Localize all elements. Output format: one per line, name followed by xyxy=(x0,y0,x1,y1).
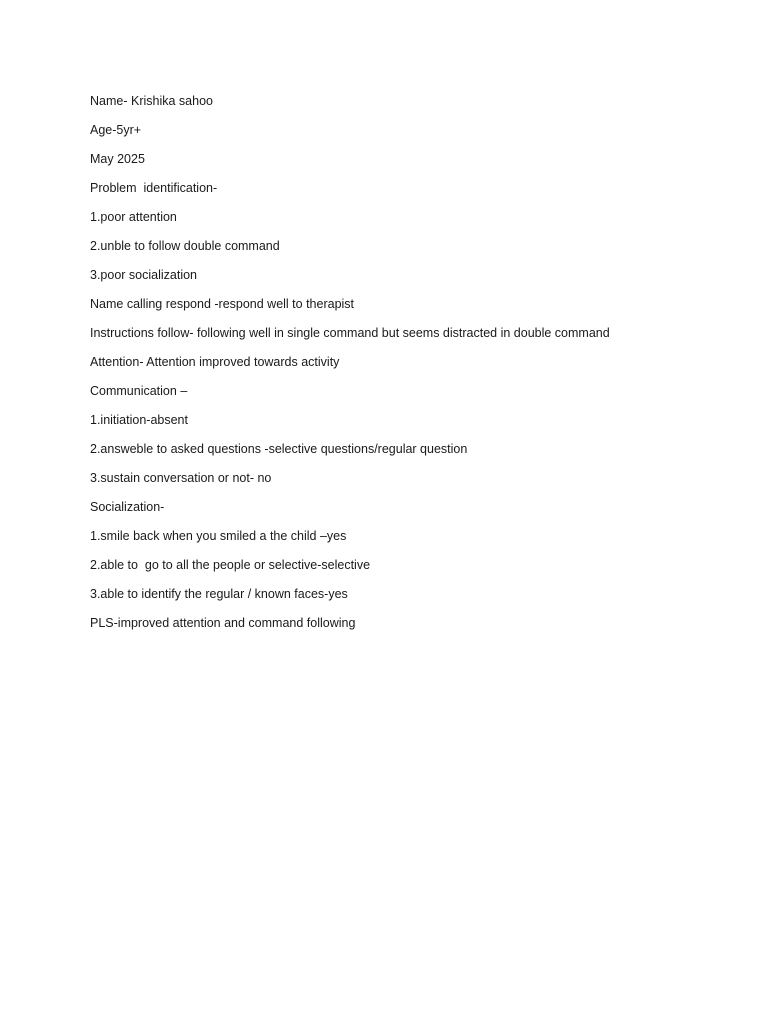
socialization-item-1: 1.smile back when you smiled a the child –yes xyxy=(90,529,347,543)
communication-item-1: 1.initiation-absent xyxy=(90,413,188,427)
problem-item-1: 1.poor attention xyxy=(90,210,177,224)
problem-item-2: 2.unble to follow double command xyxy=(90,239,280,253)
document-body xyxy=(90,93,730,644)
problem-item-3: 3.poor socialization xyxy=(90,268,198,282)
instructions-line: Instructions follow- following well in single command but seems distracted in double command xyxy=(90,326,610,340)
socialization-item-3: 3.able to identify the regular / known faces-yes xyxy=(90,587,348,601)
communication-item-3: 3.sustain conversation or not- no xyxy=(90,471,272,485)
socialization-item-2: 2.able to go to all the people or selective-selective xyxy=(90,558,371,572)
date-line: May 2025 xyxy=(90,152,145,166)
communication-item-2: 2.answeble to asked questions -selective questions/regular question xyxy=(90,442,468,456)
socialization-heading: Socialization- xyxy=(90,500,165,514)
name-calling-line: Name calling respond -respond well to therapist xyxy=(90,297,355,311)
name-line: Name- Krishika sahoo xyxy=(90,94,213,108)
pls-line: PLS-improved attention and command following xyxy=(90,616,356,630)
attention-line: Attention- Attention improved towards activity xyxy=(90,355,340,369)
problem-identification-heading: Problem identification- xyxy=(90,181,218,195)
age-line: Age-5yr+ xyxy=(90,123,142,137)
communication-heading: Communication – xyxy=(90,384,188,398)
